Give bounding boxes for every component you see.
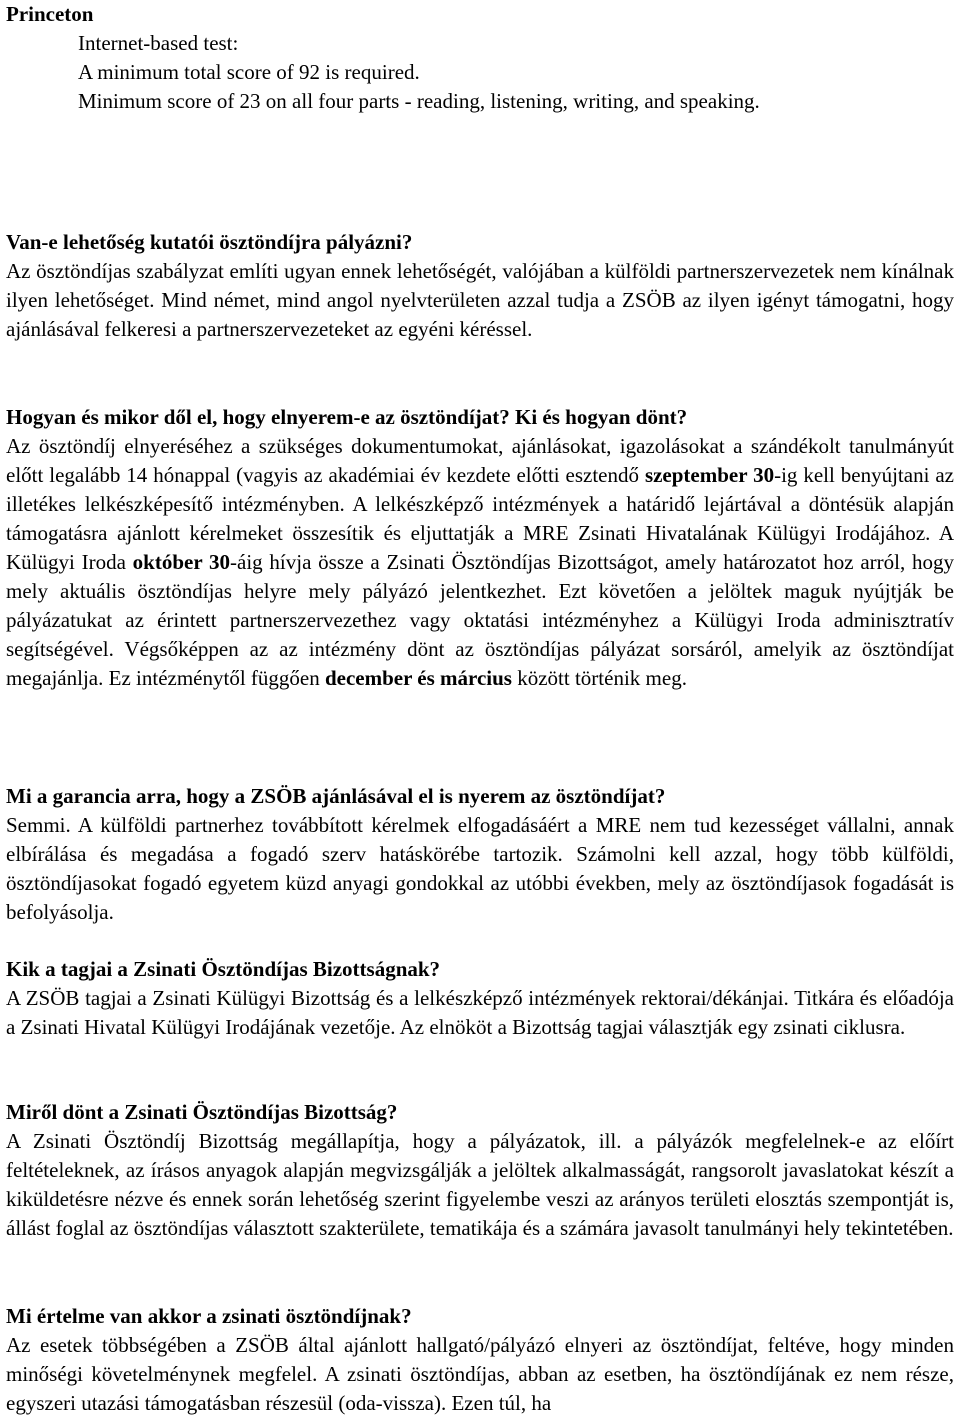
section-heading: Mi értelme van akkor a zsinati ösztöndíjnak? xyxy=(6,1304,412,1328)
body-text: -áig hívja össze a Zsinati Ösztöndíjas Bizottságot, amely határozatot hoz arról, hogy mely aktuális ösztöndíjas helyre mely pályázó jelentkezhet. Ezt követően a jelöltek maguk nyújtják be pályázatukat az érintett partnerszervezethez vagy oktatási intézményhez a Külügyi Iroda adminisztratív segítségével. Végsőképpen az az intézmény dönt az ösztöndíjas pályázat sorsáról, amelyik az ösztöndíjat megajánlja. Ez intézménytől függően xyxy=(6,550,954,690)
section-decision-timeline xyxy=(6,403,954,693)
section-research-grant xyxy=(6,228,954,344)
section-body: Az ösztöndíjas szabályzat említi ugyan ennek lehetőségét, valójában a külföldi partnerszervezetek nem kínálnak ilyen lehetőséget. Mind német, mind angol nyelvterületen azzal tudja a ZSÖB az ilyen igényt támogatni, hogy ajánlásával felkeresi a partnerszervezeteket az egyéni kéréssel. xyxy=(6,259,954,341)
decision-months: december és március xyxy=(324,666,512,690)
section-committee-decides xyxy=(6,1098,954,1243)
section-body: Semmi. A külföldi partnerhez továbbított kérelmek elfogadásáért a MRE nem tud kezességet vállalni, annak elbírálása és megadása a fogadó szerv hatáskörébe tartozik. Számolni kell azzal, hogy több külföldi, ösztöndíjasokat fogadó egyetem küzd anyagi gondokkal az utóbbi években, mely az ösztöndíjasok fogadását is befolyásolja. xyxy=(6,813,954,924)
body-text: között történik meg. xyxy=(511,666,687,690)
body-text: -ig kell benyújtani az illetékes lelkészképesítő intézményben. A lelkészképző intézmények a határidő lejártával a döntésük alapján támogatásra ajánlott kérelmeket összesítik és eljuttatják a MRE Zsinati Hivatalának Külügyi Irodájához. A Külügyi Iroda xyxy=(6,463,954,574)
deadline-october: október 30 xyxy=(132,550,231,574)
section-heading: Kik a tagjai a Zsinati Ösztöndíjas Bizottságnak? xyxy=(6,957,441,981)
section-heading: Miről dönt a Zsinati Ösztöndíjas Bizottság? xyxy=(6,1100,398,1124)
princeton-line: Internet-based test: xyxy=(78,31,239,55)
section-heading: Van-e lehetőség kutatói ösztöndíjra pályázni? xyxy=(6,230,413,254)
section-body: A ZSÖB tagjai a Zsinati Külügyi Bizottság és a lelkészképző intézmények rektorai/dékánjai. Titkára és előadója a Zsinati Hivatal Külügyi Irodájának vezetője. Az elnököt a Bizottság tagjai választják egy zsinati ciklusra. xyxy=(6,986,954,1039)
section-body xyxy=(6,432,954,693)
princeton-line: A minimum total score of 92 is required. xyxy=(78,60,420,84)
section-heading: Mi a garancia arra, hogy a ZSÖB ajánlásával el is nyerem az ösztöndíjat? xyxy=(6,784,666,808)
section-members xyxy=(6,955,954,1042)
section-heading: Hogyan és mikor dől el, hogy elnyerem-e az ösztöndíjat? Ki és hogyan dönt? xyxy=(6,405,688,429)
princeton-line: Minimum score of 23 on all four parts - reading, listening, writing, and speaking. xyxy=(78,89,760,113)
deadline-september: szeptember 30 xyxy=(644,463,775,487)
princeton-title: Princeton xyxy=(6,2,94,26)
body-text: Az ösztöndíj elnyeréséhez a szükséges dokumentumokat, ajánlásokat, igazolásokat a szándékolt tanulmányút előtt legalább 14 hónappal (vagyis az akadémiai év kezdete előtti esztendő xyxy=(6,434,954,487)
section-body: A Zsinati Ösztöndíj Bizottság megállapítja, hogy a pályázatok, ill. a pályázók megfelelnek-e az előírt feltételeknek, az írásos anyagok alapján megvizsgálják a jelöltek alkalmasságát, rangsorolt javaslatokat készít a kiküldetésre nézve és ennek során lehetőség szerint figyelembe veszi az arányos területi elosztás szempontját is, állást foglal az ösztöndíjas választott szakterülete, tematikája és a számára javasolt tanulmányi hely tekintetében. xyxy=(6,1129,954,1240)
section-guarantee xyxy=(6,782,954,927)
princeton-block xyxy=(6,0,954,116)
section-body: Az esetek többségében a ZSÖB által ajánlott hallgató/pályázó elnyeri az ösztöndíjat, feltéve, hogy minden minőségi követelménynek megfelel. A zsinati ösztöndíjas, abban az esetben, ha ösztöndíjának ez nem része, egyszeri utazási támogatásban részesül (oda-vissza). Ezen túl, ha xyxy=(6,1333,954,1415)
section-purpose xyxy=(6,1302,954,1418)
